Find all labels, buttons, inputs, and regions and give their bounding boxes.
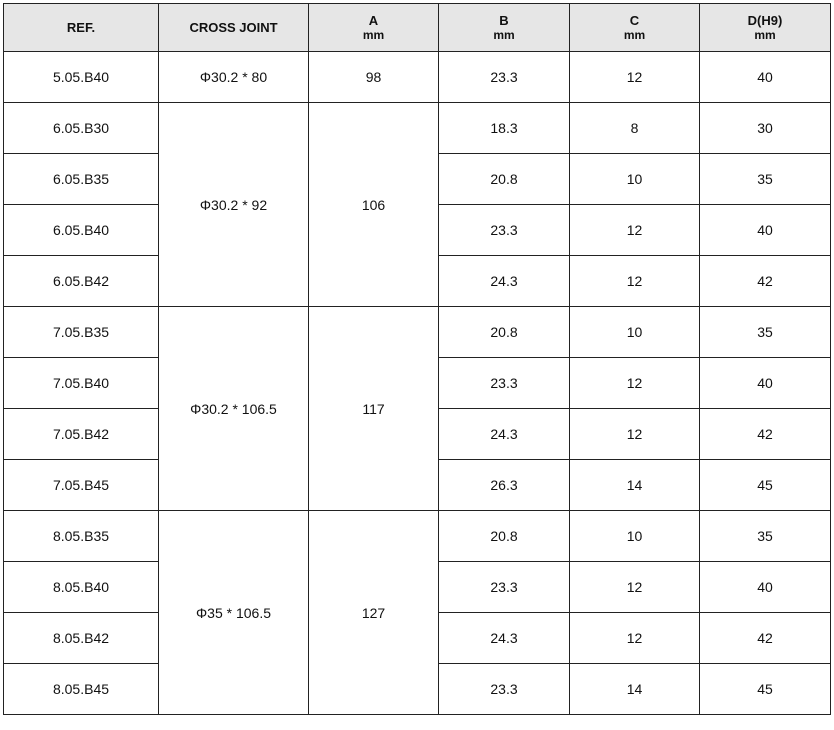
a-cell: 98 bbox=[309, 52, 439, 103]
header-d bbox=[700, 4, 831, 52]
d-cell: 40 bbox=[700, 52, 831, 103]
header-d-label: D(H9) bbox=[747, 12, 783, 28]
c-cell: 8 bbox=[570, 103, 700, 154]
d-cell: 35 bbox=[700, 511, 831, 562]
header-d-unit: mm bbox=[754, 27, 776, 42]
header-a-label: A bbox=[368, 12, 379, 28]
b-cell: 20.8 bbox=[439, 511, 570, 562]
b-cell: 24.3 bbox=[439, 409, 570, 460]
ref-cell: 8.05.B35 bbox=[4, 511, 159, 562]
header-cross-joint-label: CROSS JOINT bbox=[189, 19, 278, 35]
c-cell: 14 bbox=[570, 664, 700, 715]
ref-cell: 7.05.B42 bbox=[4, 409, 159, 460]
ref-cell: 8.05.B42 bbox=[4, 613, 159, 664]
header-cross-joint bbox=[159, 4, 309, 52]
table-row bbox=[4, 103, 831, 154]
c-cell: 10 bbox=[570, 307, 700, 358]
ref-cell: 6.05.B42 bbox=[4, 256, 159, 307]
cross-joint-cell: Φ30.2 * 80 bbox=[159, 52, 309, 103]
b-cell: 23.3 bbox=[439, 52, 570, 103]
b-cell: 26.3 bbox=[439, 460, 570, 511]
header-b bbox=[439, 4, 570, 52]
d-cell: 45 bbox=[700, 460, 831, 511]
cross-joint-cell: Φ35 * 106.5 bbox=[159, 511, 309, 715]
d-cell: 35 bbox=[700, 307, 831, 358]
ref-cell: 7.05.B45 bbox=[4, 460, 159, 511]
c-cell: 12 bbox=[570, 358, 700, 409]
header-ref bbox=[4, 4, 159, 52]
header-row bbox=[4, 4, 831, 52]
b-cell: 23.3 bbox=[439, 358, 570, 409]
table-row bbox=[4, 511, 831, 562]
ref-cell: 8.05.B45 bbox=[4, 664, 159, 715]
d-cell: 40 bbox=[700, 205, 831, 256]
cross-joint-cell: Φ30.2 * 92 bbox=[159, 103, 309, 307]
header-c-label: C bbox=[629, 12, 640, 28]
c-cell: 12 bbox=[570, 409, 700, 460]
ref-cell: 6.05.B35 bbox=[4, 154, 159, 205]
c-cell: 12 bbox=[570, 205, 700, 256]
d-cell: 42 bbox=[700, 409, 831, 460]
header-b-label: B bbox=[499, 12, 509, 28]
ref-cell: 6.05.B40 bbox=[4, 205, 159, 256]
header-b-unit: mm bbox=[493, 27, 515, 42]
d-cell: 30 bbox=[700, 103, 831, 154]
table-row bbox=[4, 52, 831, 103]
b-cell: 23.3 bbox=[439, 205, 570, 256]
b-cell: 20.8 bbox=[439, 307, 570, 358]
header-c bbox=[570, 4, 700, 52]
c-cell: 10 bbox=[570, 154, 700, 205]
c-cell: 14 bbox=[570, 460, 700, 511]
c-cell: 12 bbox=[570, 256, 700, 307]
cross-joint-spec-table bbox=[3, 3, 831, 715]
a-cell: 106 bbox=[309, 103, 439, 307]
a-cell: 127 bbox=[309, 511, 439, 715]
cross-joint-cell: Φ30.2 * 106.5 bbox=[159, 307, 309, 511]
ref-cell: 8.05.B40 bbox=[4, 562, 159, 613]
d-cell: 35 bbox=[700, 154, 831, 205]
c-cell: 12 bbox=[570, 562, 700, 613]
d-cell: 40 bbox=[700, 358, 831, 409]
d-cell: 40 bbox=[700, 562, 831, 613]
b-cell: 23.3 bbox=[439, 664, 570, 715]
header-a bbox=[309, 4, 439, 52]
c-cell: 12 bbox=[570, 52, 700, 103]
header-a-unit: mm bbox=[362, 27, 385, 42]
ref-cell: 7.05.B35 bbox=[4, 307, 159, 358]
header-c-unit: mm bbox=[623, 27, 646, 42]
c-cell: 12 bbox=[570, 613, 700, 664]
b-cell: 23.3 bbox=[439, 562, 570, 613]
c-cell: 10 bbox=[570, 511, 700, 562]
table-header bbox=[4, 4, 831, 52]
d-cell: 42 bbox=[700, 613, 831, 664]
b-cell: 24.3 bbox=[439, 613, 570, 664]
d-cell: 42 bbox=[700, 256, 831, 307]
header-ref-label: REF. bbox=[66, 19, 96, 35]
d-cell: 45 bbox=[700, 664, 831, 715]
a-cell: 117 bbox=[309, 307, 439, 511]
table-body bbox=[4, 52, 831, 715]
b-cell: 18.3 bbox=[439, 103, 570, 154]
b-cell: 20.8 bbox=[439, 154, 570, 205]
table-row bbox=[4, 307, 831, 358]
ref-cell: 6.05.B30 bbox=[4, 103, 159, 154]
ref-cell: 5.05.B40 bbox=[4, 52, 159, 103]
b-cell: 24.3 bbox=[439, 256, 570, 307]
ref-cell: 7.05.B40 bbox=[4, 358, 159, 409]
